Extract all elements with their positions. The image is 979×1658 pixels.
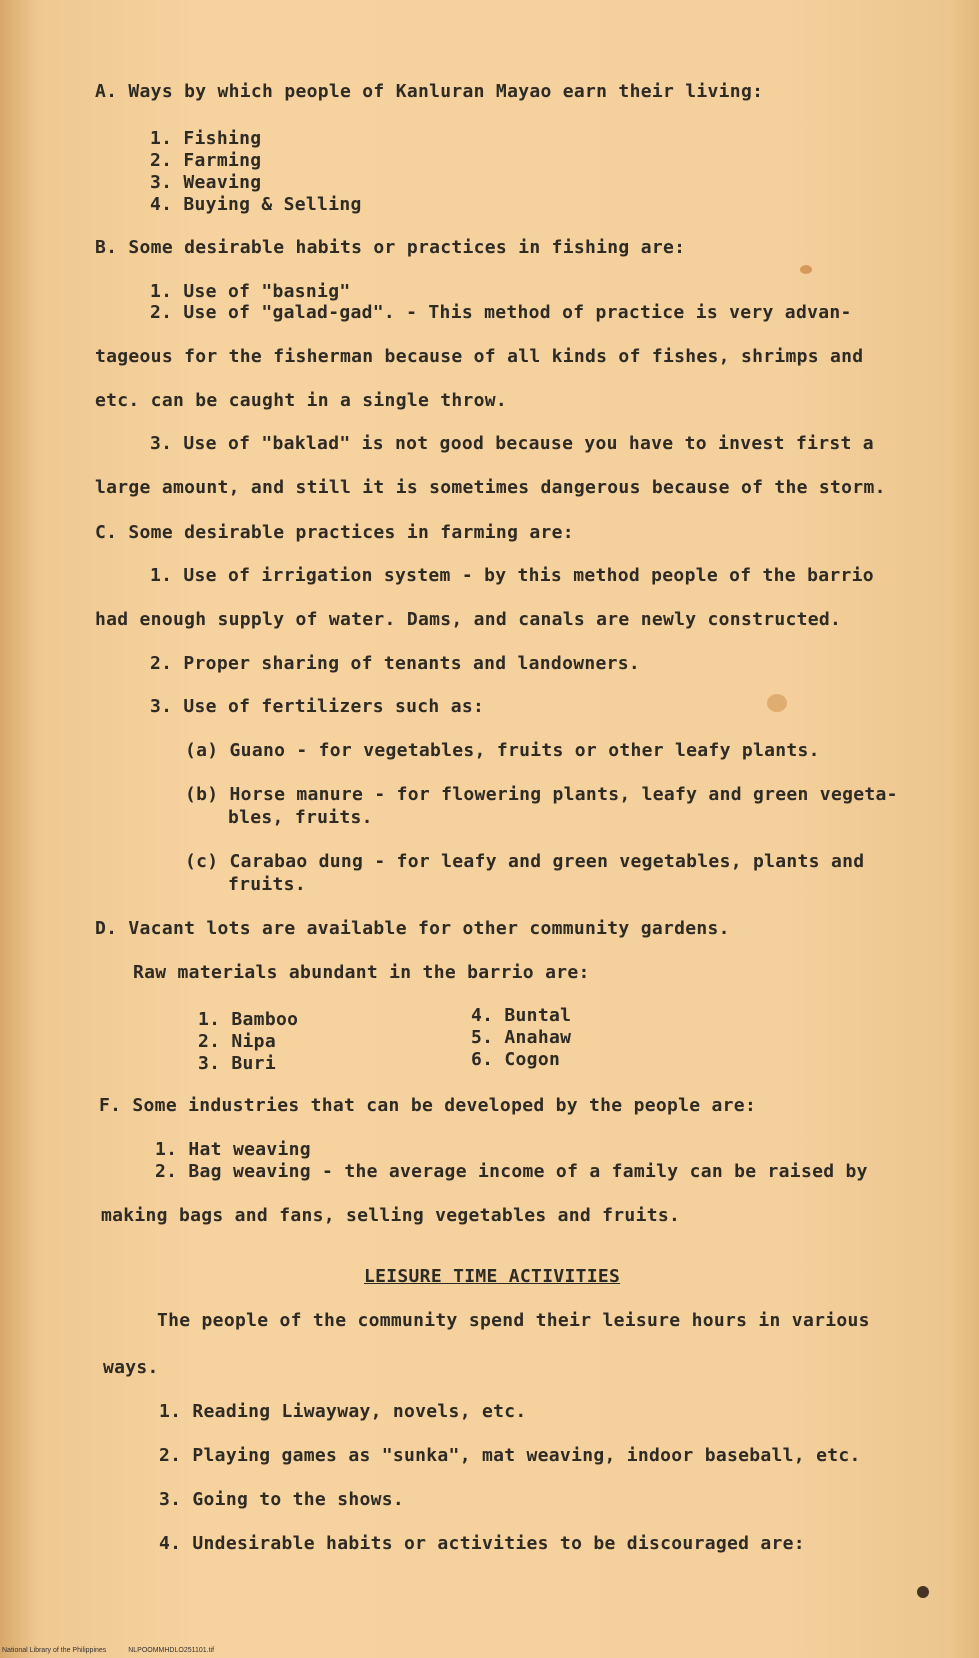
leisure-item: 3. Going to the shows. [159, 1489, 405, 1510]
section-a-heading: A. Ways by which people of Kanluran Mayao earn their living: [95, 81, 764, 102]
raw-materials-intro: Raw materials abundant in the barrio are: [133, 962, 590, 983]
leisure-item: 2. Playing games as "sunka", mat weaving, indoor baseball, etc. [159, 1445, 861, 1466]
section-b-line: tageous for the fisherman because of all kinds of fishes, shrimps and [95, 346, 864, 367]
section-f-line: 1. Hat weaving [155, 1139, 311, 1160]
section-c-fertilizer: (c) Carabao dung - for leafy and green vegetables, plants and [185, 851, 865, 872]
section-b-line: 3. Use of "baklad" is not good because you have to invest first a [150, 433, 874, 454]
section-c-line: 2. Proper sharing of tenants and landowners. [150, 653, 641, 674]
section-d-heading: D. Vacant lots are available for other community gardens. [95, 918, 730, 939]
section-a-item: 4. Buying & Selling [150, 194, 362, 215]
archive-footer [2, 1647, 214, 1654]
raw-material-item: 2. Nipa [198, 1031, 276, 1052]
section-f-line: making bags and fans, selling vegetables and fruits. [101, 1205, 681, 1226]
paper-stain [767, 694, 787, 712]
paper-stain [800, 265, 812, 274]
section-f-line: 2. Bag weaving - the average income of a family can be raised by [155, 1161, 868, 1182]
leisure-item: 4. Undesirable habits or activities to be discouraged are: [159, 1533, 805, 1554]
leisure-intro: ways. [103, 1357, 159, 1378]
raw-material-item: 4. Buntal [471, 1005, 572, 1026]
section-a-item: 3. Weaving [150, 172, 262, 193]
section-c-line: 3. Use of fertilizers such as: [150, 696, 485, 717]
section-c-fertilizer: (a) Guano - for vegetables, fruits or other leafy plants. [185, 740, 820, 761]
footer-code: NLPOOMMHDLO251101.tif [128, 1647, 215, 1654]
section-c-line: 1. Use of irrigation system - by this method people of the barrio [150, 565, 874, 586]
section-b-line: etc. can be caught in a single throw. [95, 390, 508, 411]
leisure-item: 1. Reading Liwayway, novels, etc. [159, 1401, 527, 1422]
paper-stain [917, 1586, 929, 1598]
raw-material-item: 6. Cogon [471, 1049, 561, 1070]
section-c-line: had enough supply of water. Dams, and canals are newly constructed. [95, 609, 842, 630]
section-b-line: 1. Use of "basnig" [150, 281, 351, 302]
raw-material-item: 3. Buri [198, 1053, 276, 1074]
section-b-heading: B. Some desirable habits or practices in fishing are: [95, 237, 686, 258]
section-b-line: 2. Use of "galad-gad". - This method of practice is very advan- [150, 302, 852, 323]
section-b-line: large amount, and still it is sometimes dangerous because of the storm. [95, 477, 886, 498]
section-a-item: 1. Fishing [150, 128, 262, 149]
section-c-heading: C. Some desirable practices in farming are: [95, 522, 574, 543]
section-c-fertilizer: bles, fruits. [228, 807, 373, 828]
footer-library: National Library of the Philippines [2, 1647, 107, 1654]
section-a-item: 2. Farming [150, 150, 262, 171]
leisure-title: LEISURE TIME ACTIVITIES [364, 1266, 621, 1287]
leisure-intro: The people of the community spend their leisure hours in various [157, 1310, 870, 1331]
section-f-heading: F. Some industries that can be developed by the people are: [99, 1095, 757, 1116]
section-c-fertilizer: fruits. [228, 874, 306, 895]
raw-material-item: 1. Bamboo [198, 1009, 299, 1030]
raw-material-item: 5. Anahaw [471, 1027, 572, 1048]
section-c-fertilizer: (b) Horse manure - for flowering plants, leafy and green vegeta- [185, 784, 898, 805]
